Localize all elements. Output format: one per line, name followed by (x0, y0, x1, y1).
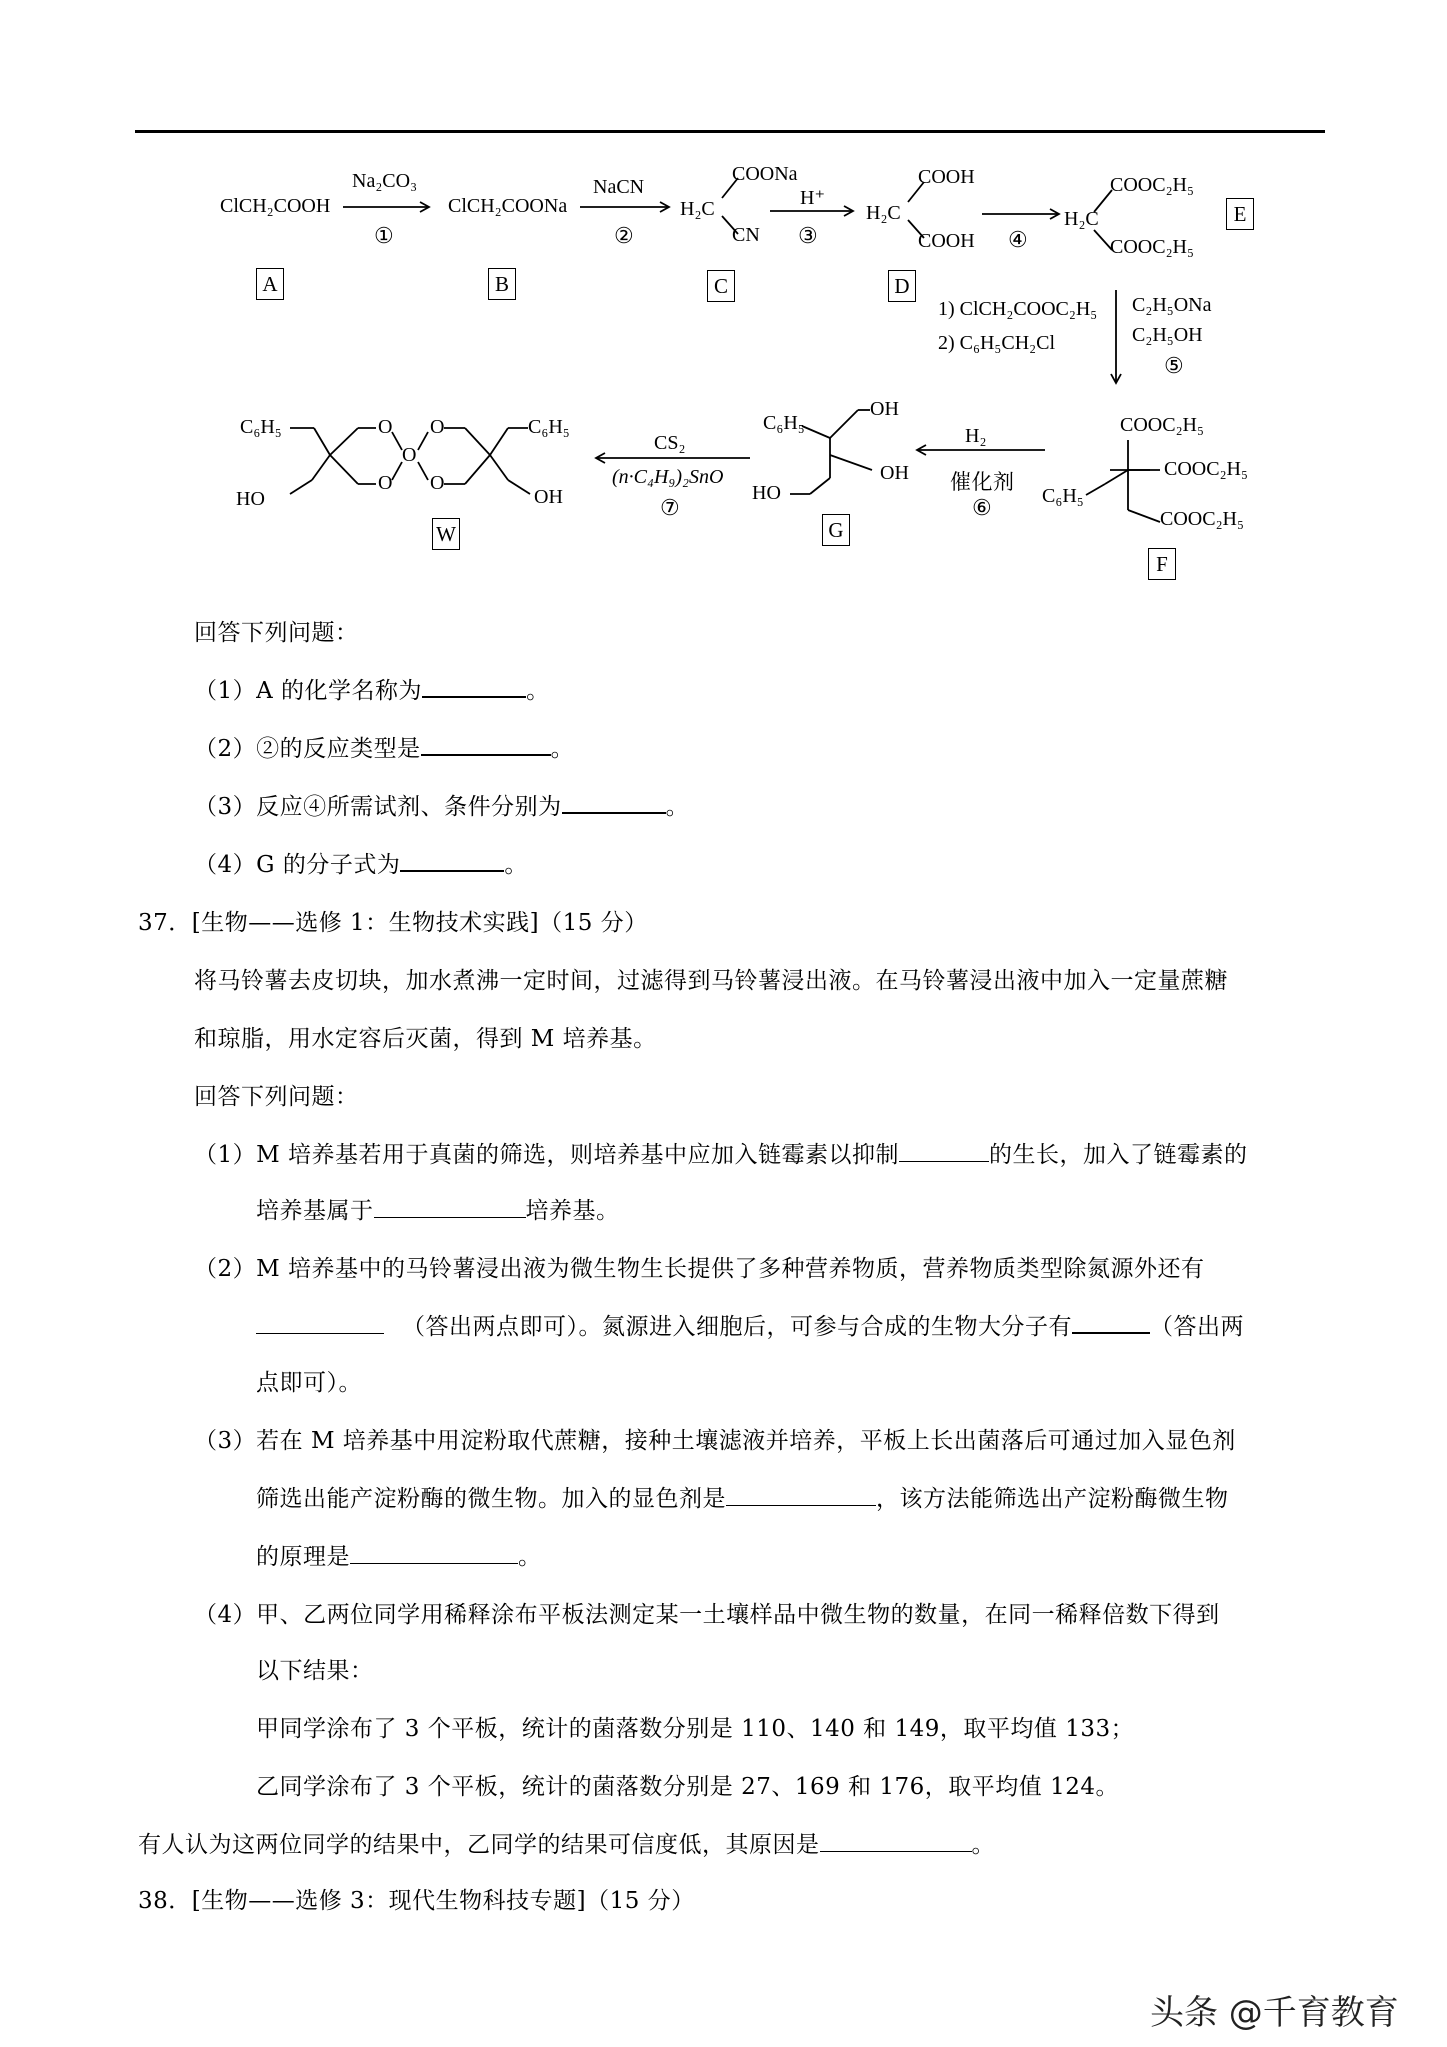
answer-intro-2: 回答下列问题： (194, 1084, 359, 1110)
compound-a-formula: ClCH₂COOH (220, 195, 331, 217)
compound-e-top: COOC₂H₅ (1110, 174, 1194, 196)
q37-4-end: 。 (971, 1832, 995, 1858)
reagent-6: H₂ (965, 425, 987, 447)
answer-blank[interactable] (421, 732, 551, 756)
compound-c-left: H₂C (680, 198, 715, 220)
q36-3 (194, 788, 689, 821)
q36-4-end: 。 (504, 852, 528, 878)
compound-w-o1: O (378, 416, 393, 438)
q37-title: 37．[生物——选修 1：生物技术实践]（15 分） (138, 910, 648, 936)
q37-2-line3: 点即可）。 (256, 1370, 362, 1396)
compound-w-spiro: O (402, 444, 417, 466)
compound-c-top: COONa (732, 163, 798, 185)
step-4-number: ④ (1008, 228, 1028, 253)
q37-4-text-e: 有人认为这两位同学的结果中，乙同学的结果可信度低，其原因是 (138, 1832, 820, 1858)
q37-3-line3 (256, 1538, 542, 1571)
q37-1-text-b: 的生长，加入了链霉素的 (989, 1142, 1248, 1168)
q37-4-line5 (138, 1826, 995, 1859)
q36-1 (194, 672, 550, 705)
q37-2-text-c: （答出两 (1150, 1314, 1244, 1340)
q37-3-line1: （3）若在 M 培养基中用淀粉取代蔗糖，接种土壤滤液并培养，平板上长出菌落后可通过加入显色剂 (194, 1428, 1236, 1454)
compound-g-ho: HO (752, 482, 781, 504)
reagent-7: CS₂ (654, 432, 686, 454)
reagent-2: NaCN (593, 176, 645, 198)
answer-intro-1: 回答下列问题： (194, 620, 359, 646)
compound-f-ester3: COOC₂H₅ (1160, 508, 1244, 530)
q36-3-text: （3）反应④所需试剂、条件分别为 (194, 794, 562, 820)
answer-blank[interactable] (726, 1483, 876, 1506)
q37-3-text-d: 的原理是 (256, 1544, 350, 1570)
q36-4 (194, 846, 528, 879)
q36-2-end: 。 (550, 736, 575, 762)
step-3-number: ③ (798, 224, 818, 249)
compound-f-ester1: COOC₂H₅ (1120, 414, 1204, 436)
answer-blank[interactable] (820, 1829, 972, 1852)
step-2-number: ② (614, 224, 634, 249)
compound-w-o3: O (430, 416, 445, 438)
label-b: B (488, 268, 516, 300)
q36-2-text: （2）②的反应类型是 (194, 736, 421, 762)
q37-1-line2 (256, 1192, 620, 1225)
compound-g-phenyl: C₆H₅ (763, 412, 805, 434)
q37-4-result-b: 乙同学涂布了 3 个平板，统计的菌落数分别是 27、169 和 176，取平均值 124。 (256, 1774, 1119, 1800)
compound-f-ester2: COOC₂H₅ (1164, 458, 1248, 480)
compound-c-bottom: CN (732, 224, 760, 246)
reagent-7-catalyst: (n·C₄H₉)₂SnO (612, 466, 724, 488)
compound-b-formula: ClCH₂COONa (448, 195, 568, 217)
label-g: G (822, 514, 850, 546)
catalyst-label: 催化剂 (950, 470, 1015, 494)
label-w: W (432, 518, 460, 550)
answer-blank[interactable] (562, 790, 666, 814)
label-d: D (888, 270, 916, 302)
compound-f-phenyl: C₆H₅ (1042, 485, 1084, 507)
compound-w-ho: HO (236, 488, 265, 510)
q37-3-text-b: 筛选出能产淀粉酶的微生物。加入的显色剂是 (256, 1486, 726, 1512)
compound-g-oh1: OH (870, 398, 899, 420)
q37-intro-line2: 和琼脂，用水定容后灭菌，得到 M 培养基。 (194, 1026, 657, 1052)
q37-2-text-b: （答出两点即可）。氮源进入细胞后，可参与合成的生物大分子有 (402, 1314, 1072, 1340)
compound-g-oh2: OH (880, 462, 909, 484)
compound-w-oh: OH (534, 486, 563, 508)
compound-d-left: H₂C (866, 202, 901, 224)
answer-blank[interactable] (1072, 1310, 1150, 1334)
label-e: E (1226, 198, 1254, 230)
q37-4-line1: （4）甲、乙两位同学用稀释涂布平板法测定某一土壤样品中微生物的数量，在同一稀释倍数下得到 (194, 1602, 1220, 1628)
compound-w-phenyl-left: C₆H₅ (240, 416, 282, 438)
q36-2 (194, 730, 574, 763)
answer-blank[interactable] (374, 1195, 526, 1218)
q36-1-text: （1）A 的化学名称为 (194, 678, 423, 704)
q37-1-line1 (194, 1136, 1248, 1169)
compound-e-bottom: COOC₂H₅ (1110, 236, 1194, 258)
q37-3-line2 (256, 1480, 1229, 1513)
compound-w-phenyl-right: C₆H₅ (528, 416, 570, 438)
reagent-1: Na₂CO₃ (352, 170, 418, 192)
q36-4-text: （4）G 的分子式为 (194, 852, 401, 878)
q36-3-end: 。 (665, 794, 690, 820)
q37-intro-line1: 将马铃薯去皮切块，加水煮沸一定时间，过滤得到马铃薯浸出液。在马铃薯浸出液中加入一定量蔗糖 (194, 968, 1228, 994)
reagent-3: H⁺ (800, 187, 825, 209)
compound-d-bottom: COOH (918, 230, 975, 252)
compound-d-top: COOH (918, 166, 975, 188)
label-f: F (1148, 548, 1176, 580)
q37-1-text-d: 培养基。 (525, 1198, 620, 1224)
answer-blank[interactable] (400, 848, 504, 872)
compound-w-o4: O (430, 472, 445, 494)
q36-1-end: 。 (526, 678, 550, 704)
q37-4-line2: 以下结果： (256, 1658, 374, 1684)
step-7-number: ⑦ (660, 496, 680, 521)
compound-e-left: H₂C (1064, 208, 1099, 230)
step-6-number: ⑥ (972, 496, 992, 521)
compound-w-o2: O (378, 472, 393, 494)
step-1-number: ① (374, 224, 394, 249)
q38-title: 38．[生物——选修 3：现代生物科技专题]（15 分） (138, 1888, 695, 1914)
answer-blank[interactable] (422, 674, 526, 698)
reagent-5-solvent: C₂H₅OH (1132, 324, 1203, 346)
reagent-5-base: C₂H₅ONa (1132, 294, 1212, 316)
q37-3-text-c: ，该方法能筛选出产淀粉酶微生物 (876, 1486, 1229, 1512)
q37-1-text-a: （1）M 培养基若用于真菌的筛选，则培养基中应加入链霉素以抑制 (194, 1142, 899, 1168)
label-a: A (256, 268, 284, 300)
q37-2-line2 (256, 1308, 1244, 1341)
q37-1-text-c: 培养基属于 (256, 1198, 374, 1224)
q37-3-end: 。 (518, 1544, 542, 1570)
step-5-number: ⑤ (1164, 354, 1184, 379)
watermark: 头条 @千育教育 (1150, 1993, 1399, 2033)
q37-4-result-a: 甲同学涂布了 3 个平板，统计的菌落数分别是 110、140 和 149，取平均值 133； (256, 1716, 1135, 1742)
answer-blank[interactable] (899, 1139, 989, 1162)
reagent-5-line2: 2) C₆H₅CH₂Cl (938, 332, 1056, 354)
reagent-5-line1: 1) ClCH₂COOC₂H₅ (938, 298, 1098, 320)
answer-blank[interactable] (350, 1541, 518, 1564)
answer-blank[interactable] (256, 1311, 384, 1334)
q37-2-line1: （2）M 培养基中的马铃薯浸出液为微生物生长提供了多种营养物质，营养物质类型除氮源外还有 (194, 1256, 1205, 1282)
label-c: C (707, 270, 735, 302)
